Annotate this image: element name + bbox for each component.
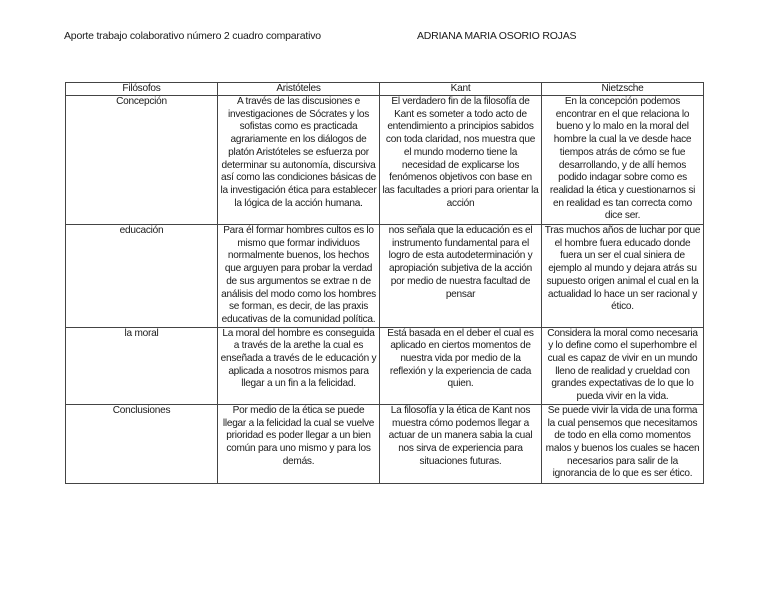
table-cell: Por medio de la ética se puede llegar a la felicidad la cual se vuelve prioridad es poder llegar a un bien común para uno mismo y para los demás. xyxy=(218,404,380,483)
table-header-row xyxy=(66,83,704,96)
table-cell: Se puede vivir la vida de una forma la cual pensemos que necesitamos de todo en ella como momentos malos y buenos los cuales se hacen necesarios para salir de la ignorancia de lo que es ser ético. xyxy=(542,404,704,483)
table-cell: La filosofía y la ética de Kant nos muestra cómo podemos llegar a actuar de un manera sabia la cual nos sirva de experiencia para situaciones futuras. xyxy=(380,404,542,483)
table-cell: nos señala que la educación es el instrumento fundamental para el logro de esta autodeterminación y apropiación subjetiva de la acción por medio de nuestra facultad de pensar xyxy=(380,225,542,328)
row-label: Concepción xyxy=(66,96,218,225)
row-label: Conclusiones xyxy=(66,404,218,483)
row-label: la moral xyxy=(66,327,218,404)
table-row xyxy=(66,225,704,328)
table-cell: Tras muchos años de luchar por que el hombre fuera educado donde fuera un ser el cual siniera de ejemplo al mundo y dejara atrás su supuesto origen animal el cual en la actualidad lo hace un ser racional y ético. xyxy=(542,225,704,328)
table-cell: El verdadero fin de la filosofía de Kant es someter a todo acto de entendimiento a principios sabidos con toda claridad, nos muestra que el mundo moderno tiene la necesidad de explicarse los fenómenos objetivos con base en las facultades a priori para orientar la acción xyxy=(380,96,542,225)
column-header: Nietzsche xyxy=(542,83,704,96)
column-header: Kant xyxy=(380,83,542,96)
row-label: educación xyxy=(66,225,218,328)
column-header: Aristóteles xyxy=(218,83,380,96)
assignment-title: Aporte trabajo colaborativo número 2 cuadro comparativo xyxy=(64,30,321,42)
table-cell: Está basada en el deber el cual es aplicado en ciertos momentos de nuestra vida por medio de la reflexión y la experiencia de cada quien. xyxy=(380,327,542,404)
document-header xyxy=(64,30,714,46)
table-cell: En la concepción podemos encontrar en el que relaciona lo bueno y lo malo en la moral del hombre la cual la ve desde hace tiempos atrás de cómo se fue desarrollando, y de allí hemos podido indagar sobre como es realidad la ética y cuestionarnos si en realidad es tan correcta como dice ser. xyxy=(542,96,704,225)
table-cell: Para él formar hombres cultos es lo mismo que formar individuos normalmente buenos, los hechos que arguyen para probar la verdad de sus argumentos se extrae n de análisis del modo como los hombres se forman, es decir, de las praxis educativas de la comunidad política. xyxy=(218,225,380,328)
comparison-table xyxy=(65,82,704,484)
table-cell: A través de las discusiones e investigaciones de Sócrates y los sofistas como es practicada agrariamente en los diálogos de platón Aristóteles se esfuerza por determinar su autonomía, discursiva así como las condiciones básicas de la investigación ética para establecer la lógica de la acción humana. xyxy=(218,96,380,225)
author-name: ADRIANA MARIA OSORIO ROJAS xyxy=(417,30,577,42)
table-cell: Considera la moral como necesaria y lo define como el superhombre el cual es capaz de vivir en un mundo lleno de realidad y crueldad con grandes expectativas de lo que lo pueda vivir en la vida. xyxy=(542,327,704,404)
table-row xyxy=(66,327,704,404)
table-row xyxy=(66,96,704,225)
column-header: Filósofos xyxy=(66,83,218,96)
table-cell: La moral del hombre es conseguida a través de la arethe la cual es enseñada a través de le educación y aplicada a nosotros mismos para llegar a un fin a la felicidad. xyxy=(218,327,380,404)
table-row xyxy=(66,404,704,483)
